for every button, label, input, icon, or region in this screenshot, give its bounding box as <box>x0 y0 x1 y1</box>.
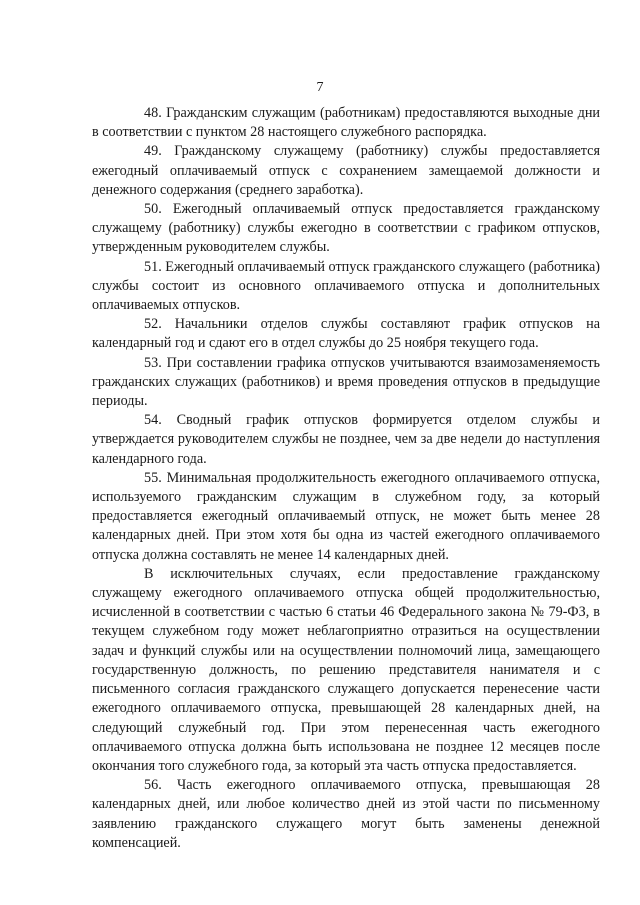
paragraph-51: 51. Ежегодный оплачиваемый отпуск гражданского служащего (работника) службы состоит из основного оплачиваемого отпуска и дополнительных оплачиваемых отпусков. <box>92 258 600 314</box>
paragraph-53: 53. При составлении графика отпусков учитываются взаимозаменяемость гражданских служащих (работников) и время проведения отпусков в предыдущие периоды. <box>92 354 600 410</box>
paragraph-48: 48. Гражданским служащим (работникам) предоставляются выходные дни в соответствии с пунктом 28 настоящего служебного распорядка. <box>92 105 600 141</box>
paragraph-50: 50. Ежегодный оплачиваемый отпуск предоставляется гражданскому служащему (работнику) службы ежегодно в соответствии с графиком отпусков, утвержденным руководителем службы. <box>92 201 600 256</box>
paragraph-54: 54. Сводный график отпусков формируется отделом службы и утверждается руководителем службы не позднее, чем за две недели до наступления календарного года. <box>92 412 600 467</box>
document-body <box>92 104 600 853</box>
paragraph-49: 49. Гражданскому служащему (работнику) службы предоставляется ежегодный оплачиваемый отпуск с сохранением замещаемой должности и денежного содержания (среднего заработка). <box>92 143 600 198</box>
paragraph-52: 52. Начальники отделов службы составляют график отпусков на календарный год и сдают его в отдел службы до 25 ноября текущего года. <box>92 316 600 352</box>
paragraph-56: 56. Часть ежегодного оплачиваемого отпуска, превышающая 28 календарных дней, или любое количество дней из этой части по письменному заявлению гражданского служащего могут быть заменены денежной компенсацией. <box>92 777 600 851</box>
page-number: 7 <box>316 80 324 95</box>
paragraph-55: 55. Минимальная продолжительность ежегодного оплачиваемого отпуска, используемого гражданским служащим в служебном году, за который предоставляется ежегодный оплачиваемый отпуск, не может быть менее 28 календарных дней. При этом хотя бы одна из частей ежегодного оплачиваемого отпуска должна составлять не менее 14 календарных дней. <box>92 469 600 563</box>
paragraph-55-continuation: В исключительных случаях, если предоставление гражданскому служащему ежегодного оплачиваемого отпуска общей продолжительностью, исчисленной в соответствии с частью 6 статьи 46 Федерального закона № 79-ФЗ, в текущем служебном году может неблагоприятно отразиться на осуществлении задач и функций службы или на осуществлении полномочий лица, замещающего государственную должность, по решению представителя нанимателя и с письменного согласия гражданского служащего допускается перенесение части ежегодного оплачиваемого отпуска, превышающей 28 календарных дней, на следующий служебный год. При этом перенесенная часть ежегодного оплачиваемого отпуска должна быть использована не позднее 12 месяцев после окончания того служебного года, за который эта часть отпуска предоставляется. <box>92 565 600 774</box>
